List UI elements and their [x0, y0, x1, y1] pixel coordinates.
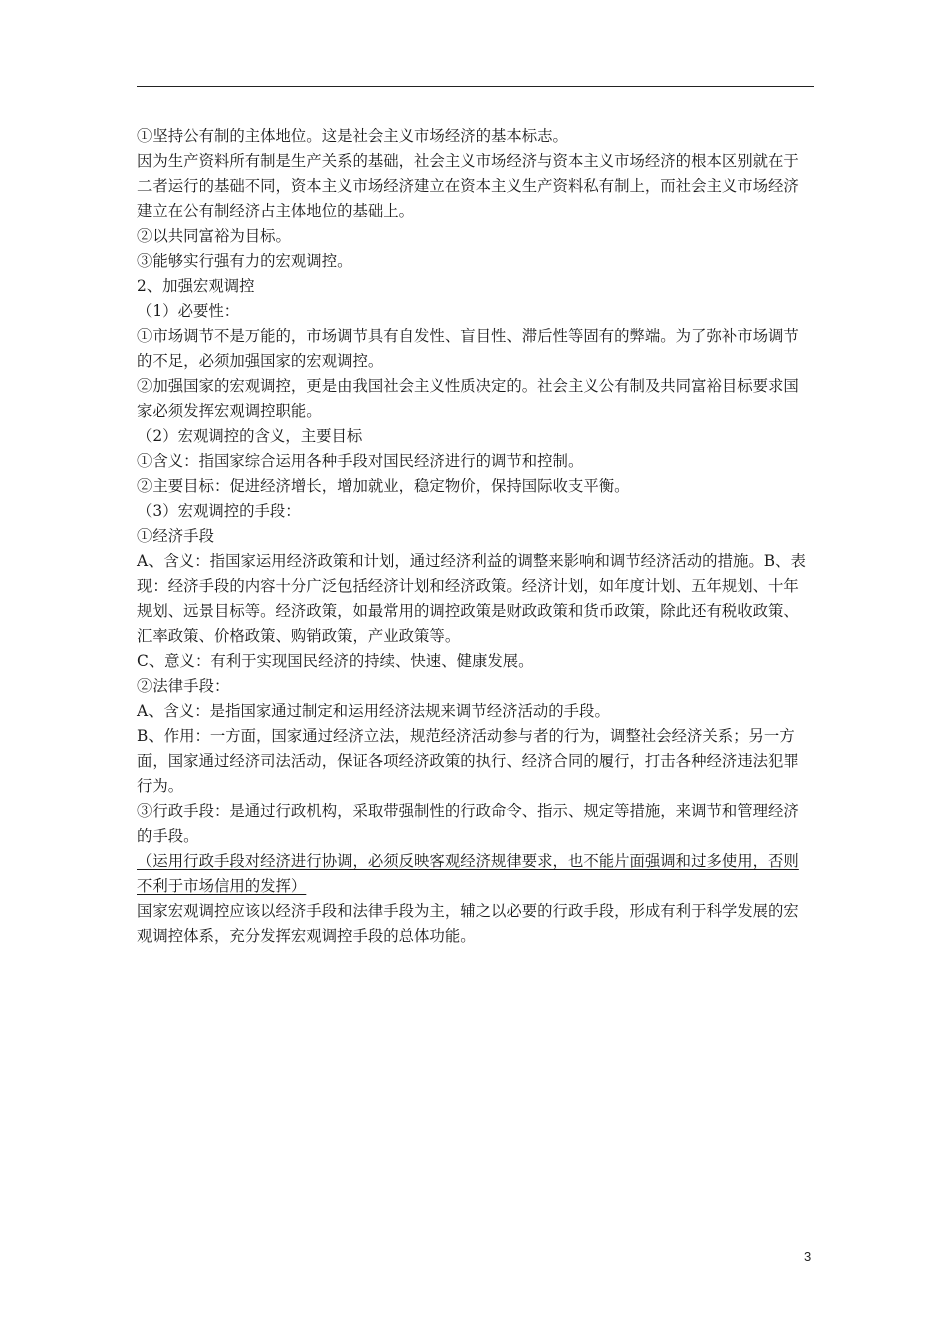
paragraph-ownership-explanation: 因为生产资料所有制是生产关系的基础，社会主义市场经济与资本主义市场经济的根本区别就在于二者运行的基础不同，资本主义市场经济建立在资本主义生产资料私有制上，而社会主义市场经济建立在公有制经济占主体地位的基础上。	[137, 152, 799, 220]
paragraph-macro-control-system: 国家宏观调控应该以经济手段和法律手段为主，辅之以必要的行政手段，形成有利于科学发展的宏观调控体系，充分发挥宏观调控手段的总体功能。	[137, 902, 799, 945]
section-heading-macro-control: 2、加强宏观调控	[137, 277, 255, 295]
page-number: 3	[804, 1249, 812, 1264]
heading-legal-means: ②法律手段：	[137, 677, 230, 695]
paragraph-legal-function: B、作用：一方面，国家通过经济立法，规范经济活动参与者的行为，调整社会经济关系；另一方面，国家通过经济司法活动，保证各项经济政策的执行、经济合同的履行，打击各种经济违法犯罪行为。	[137, 727, 799, 795]
paragraph-administrative-note: （运用行政手段对经济进行协调，必须反映客观经济规律要求，也不能片面强调和过多使用，否则不利于市场信用的发挥）	[137, 852, 799, 895]
paragraph-socialist-nature: ②加强国家的宏观调控，更是由我国社会主义性质决定的。社会主义公有制及共同富裕目标要求国家必须发挥宏观调控职能。	[137, 377, 799, 420]
subheading-means: （3）宏观调控的手段：	[137, 502, 301, 520]
document-body	[137, 124, 814, 949]
heading-economic-means: ①经济手段	[137, 527, 214, 545]
subheading-necessity: （1）必要性：	[137, 302, 240, 320]
header-rule	[137, 86, 814, 87]
paragraph-legal-meaning: A、含义：是指国家通过制定和运用经济法规来调节经济活动的手段。	[137, 702, 610, 720]
paragraph-strong-macro-control: ③能够实行强有力的宏观调控。	[137, 252, 353, 270]
paragraph-economic-significance: C、意义：有利于实现国民经济的持续、快速、健康发展。	[137, 652, 534, 670]
paragraph-meaning: ①含义：指国家综合运用各种手段对国民经济进行的调节和控制。	[137, 452, 584, 470]
subheading-meaning-goals: （2）宏观调控的含义，主要目标	[137, 427, 363, 445]
paragraph-public-ownership: ①坚持公有制的主体地位。这是社会主义市场经济的基本标志。	[137, 127, 568, 145]
paragraph-administrative-means: ③行政手段：是通过行政机构，采取带强制性的行政命令、指示、规定等措施，来调节和管理经济的手段。	[137, 802, 799, 845]
paragraph-main-goals: ②主要目标：促进经济增长，增加就业，稳定物价，保持国际收支平衡。	[137, 477, 630, 495]
paragraph-economic-means: A、含义：指国家运用经济政策和计划，通过经济利益的调整来影响和调节经济活动的措施。B、表现：经济手段的内容十分广泛包括经济计划和经济政策。经济计划，如年度计划、五年规划、十年规划、远景目标等。经济政策，如最常用的调控政策是财政政策和货币政策，除此还有税收政策、汇率政策、价格政策、购销政策，产业政策等。	[137, 552, 806, 645]
paragraph-market-limitations: ①市场调节不是万能的，市场调节具有自发性、盲目性、滞后性等固有的弊端。为了弥补市场调节的不足，必须加强国家的宏观调控。	[137, 327, 799, 370]
paragraph-common-prosperity: ②以共同富裕为目标。	[137, 227, 291, 245]
